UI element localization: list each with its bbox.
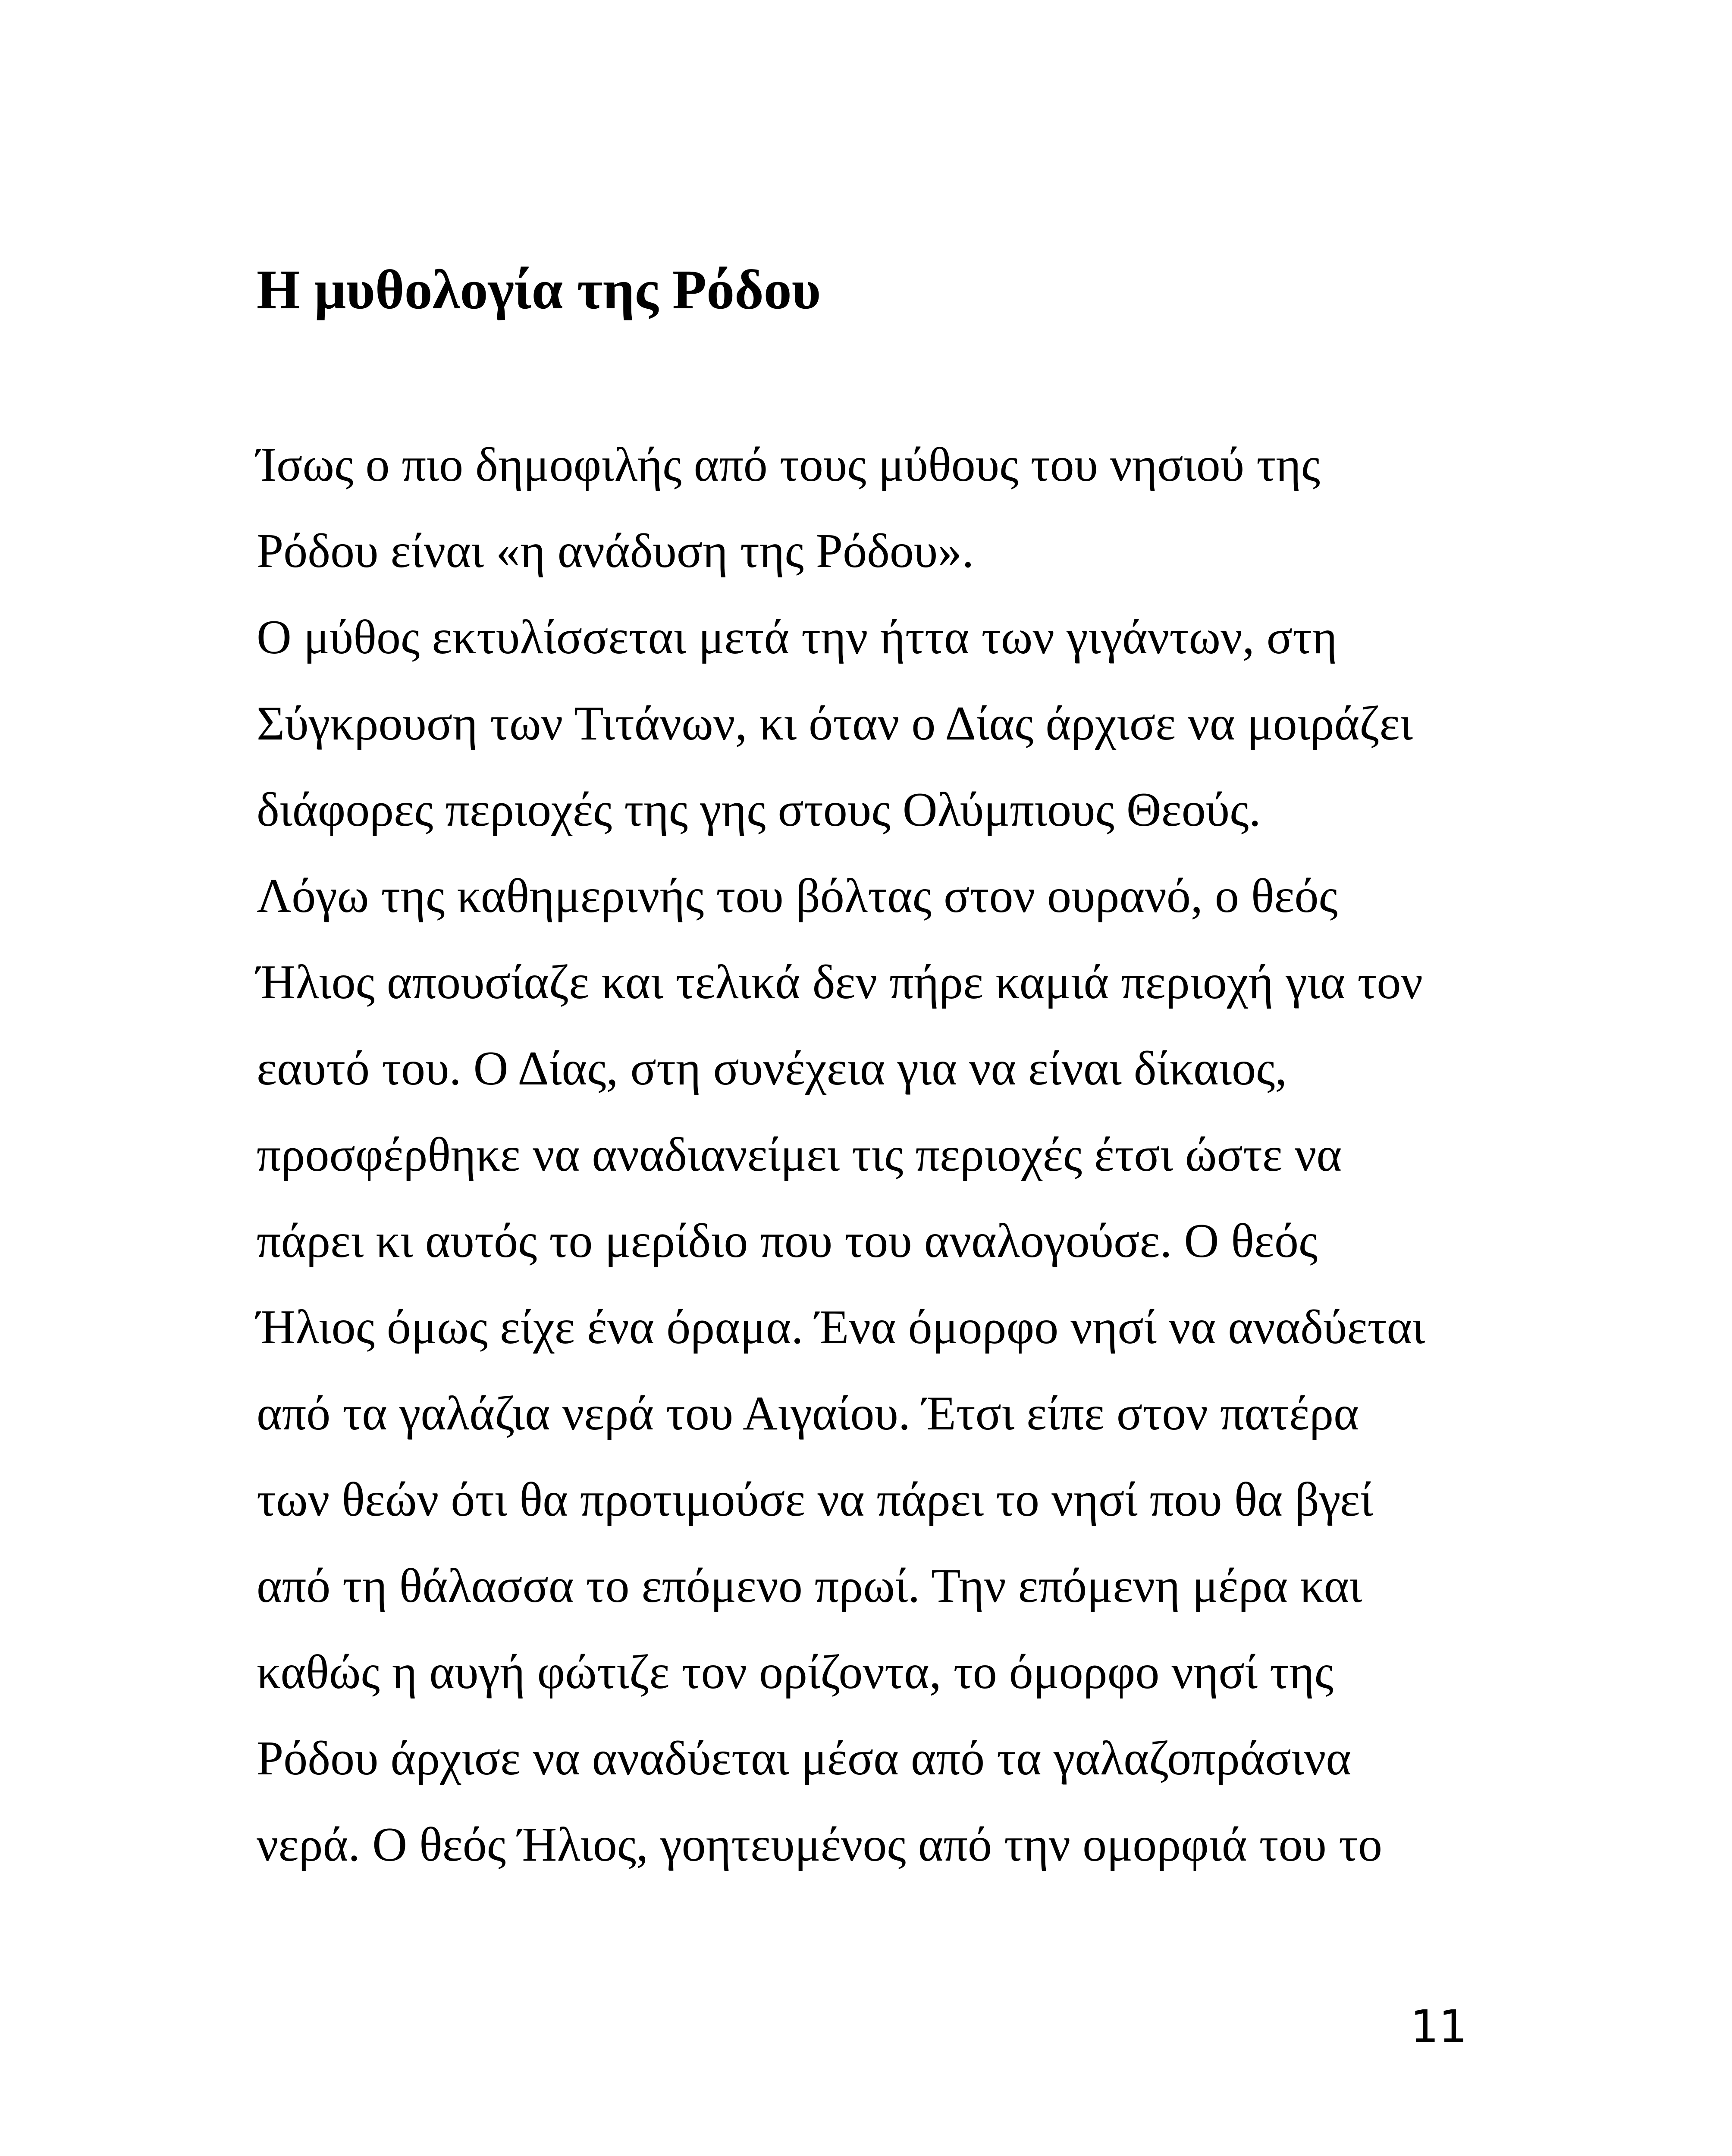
text-line: καθώς η αυγή φώτιζε τον ορίζοντα, το όμορφο νησί της (257, 1645, 1334, 1699)
text-line: διάφορες περιοχές της γης στους Ολύμπιους Θεούς. (257, 783, 1261, 837)
text-line: Ρόδου άρχισε να αναδύεται μέσα από τα γαλαζοπράσινα (257, 1732, 1352, 1785)
page-title: Η μυθολογία της Ρόδου (257, 259, 821, 321)
text-line: Ήλιος απουσίαζε και τελικά δεν πήρε καμιά περιοχή για τον (257, 956, 1423, 1009)
text-line: Ήλιος όμως είχε ένα όραμα. Ένα όμορφο νησί να αναδύεται (257, 1300, 1425, 1354)
text-line: νερά. Ο θεός Ήλιος, γοητευμένος από την ομορφιά του το (257, 1818, 1383, 1871)
body-text (257, 422, 1425, 1888)
text-line: από τα γαλάζια νερά του Αιγαίου. Έτσι είπε στον πατέρα (257, 1387, 1359, 1440)
text-line: εαυτό του. Ο Δίας, στη συνέχεια για να είναι δίκαιος, (257, 1042, 1287, 1095)
text-line: Λόγω της καθημερινής του βόλτας στον ουρανό, ο θεός (257, 869, 1338, 923)
text-line: από τη θάλασσα το επόμενο πρωί. Την επόμενη μέρα και (257, 1559, 1362, 1613)
page-number: 11 (1410, 2000, 1468, 2053)
text-line: Σύγκρουση των Τιτάνων, κι όταν ο Δίας άρχισε να μοιράζει (257, 697, 1413, 750)
text-line: Ίσως ο πιο δημοφιλής από τους μύθους του νησιού της (257, 438, 1321, 492)
text-line: προσφέρθηκε να αναδιανείμει τις περιοχές έτσι ώστε να (257, 1128, 1342, 1181)
text-line: Ο μύθος εκτυλίσσεται μετά την ήττα των γιγάντων, στη (257, 611, 1337, 664)
text-line: των θεών ότι θα προτιμούσε να πάρει το νησί που θα βγεί (257, 1473, 1373, 1526)
text-line: πάρει κι αυτός το μερίδιο που του αναλογούσε. Ο θεός (257, 1214, 1318, 1268)
text-line: Ρόδου είναι «η ανάδυση της Ρόδου». (257, 524, 974, 578)
